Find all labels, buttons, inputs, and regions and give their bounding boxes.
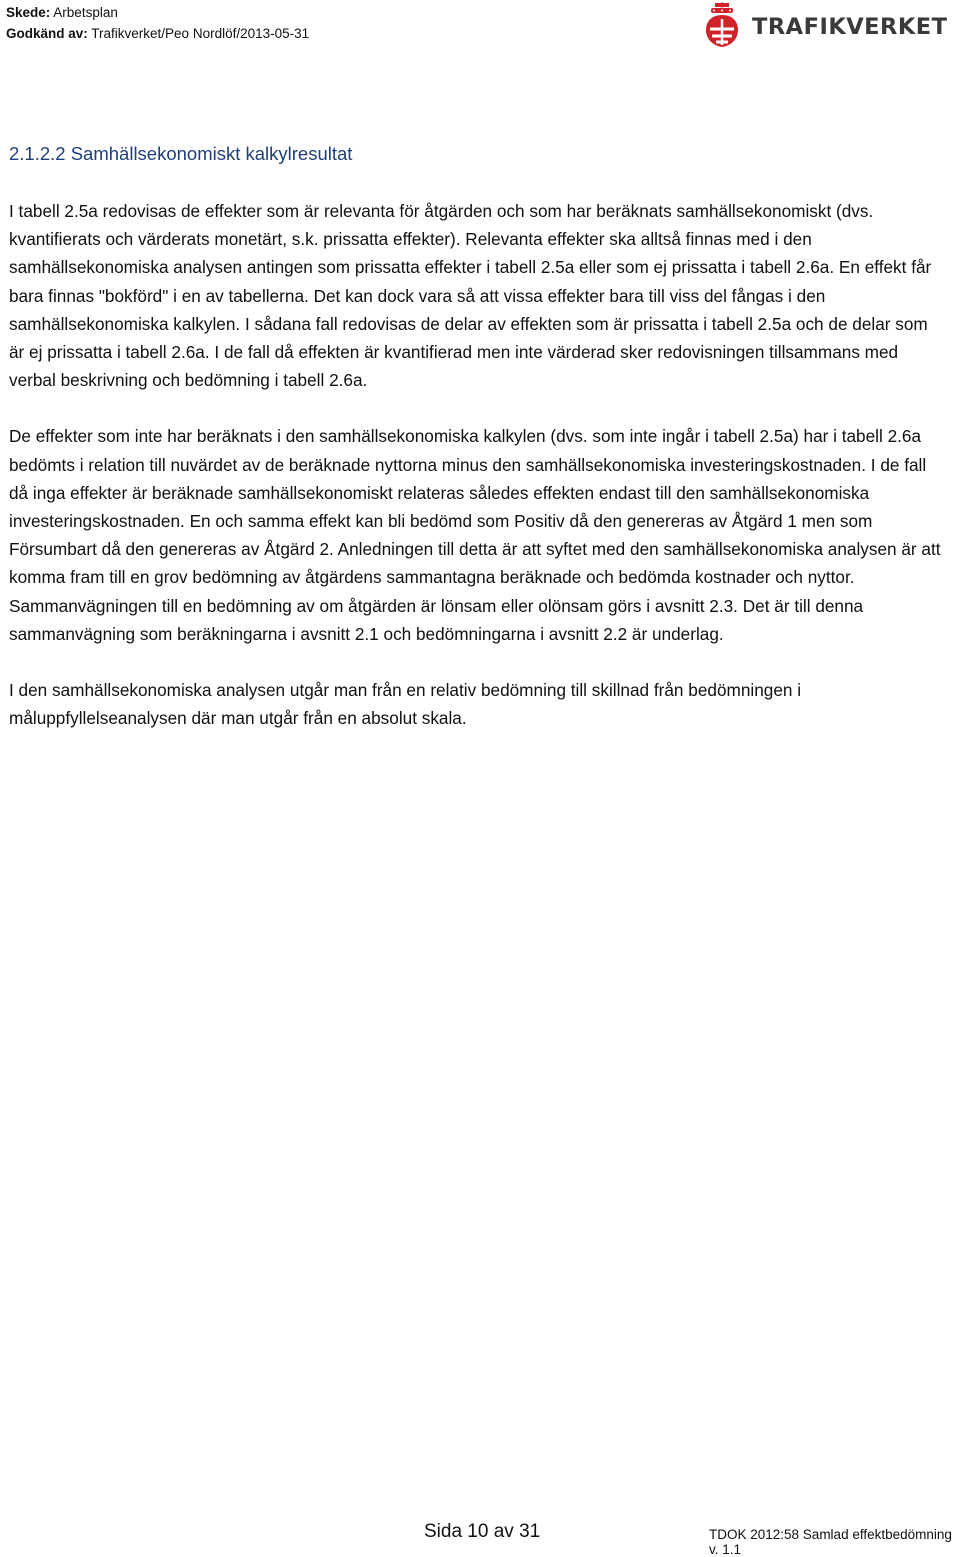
phase-row: [6, 2, 309, 23]
logo-wordmark: TRAFIKVERKET: [752, 14, 948, 40]
page-number: Sida 10 av 31: [424, 1521, 541, 1542]
paragraph: I tabell 2.5a redovisas de effekter som är relevanta för åtgärden och som har beräknats samhällsekonomiskt (dvs. kvantifierats och värderats monetärt, s.k. prissatta effekter). Relevanta effekter ska alltså finnas med i den samhällsekonomiska analysen antingen som prissatta effekter i tabell 2.5a eller som ej prissatta i tabell 2.6a. En effekt får bara finnas "bokförd" i en av tabellerna. Det kan dock vara så att vissa effekter bara till viss del fångas i den samhällsekonomiska kalkylen. I sådana fall redovisas de delar av effekten som är prissatta i tabell 2.5a och de delar som är ej prissatta i tabell 2.6a. I de fall då effekten är kvantifierad men inte värderad sker redovisningen tillsammans med verbal beskrivning och bedömning i tabell 2.6a.: [9, 201, 932, 391]
crown-emblem-icon: [700, 2, 744, 48]
paragraph: I den samhällsekonomiska analysen utgår man från en relativ bedömning till skillnad från bedömningen i måluppfyllelseanalysen där man utgår från en absolut skala.: [9, 680, 802, 729]
trafikverket-logo: [696, 2, 958, 52]
approved-value: Trafikverket/Peo Nordlöf/2013-05-31: [91, 26, 310, 41]
section-body: [9, 197, 944, 759]
phase-label: Skede:: [6, 5, 51, 20]
approved-row: [6, 23, 309, 44]
document-meta: [6, 2, 309, 44]
document-id: TDOK 2012:58 Samlad effektbedömning v. 1.1: [709, 1527, 952, 1557]
paragraph: De effekter som inte har beräknats i den samhällsekonomiska kalkylen (dvs. som inte ingår i tabell 2.5a) har i tabell 2.6a bedömts i relation till nuvärdet av de beräknade nyttorna minus den samhällsekonomiska investeringskostnaden. I de fall då inga effekter är beräknade samhällsekonomiskt relateras således effekten endast till den samhällsekonomiska investeringskostnaden. En och samma effekt kan bli bedömd som Positiv då den genereras av Åtgärd 1 men som Försumbart då den genereras av Åtgärd 2. Anledningen till detta är att syftet med den samhällsekonomiska analysen är att komma fram till en grov bedömning av åtgärdens sammantagna beräknade och bedömda kostnader och nyttor. Sammanvägningen till en bedömning av om åtgärden är lönsam eller olönsam görs i avsnitt 2.3. Det är till denna sammanvägning som beräkningarna i avsnitt 2.1 och bedömningarna i avsnitt 2.2 är underlag.: [9, 426, 941, 644]
section-heading: 2.1.2.2 Samhällsekonomiskt kalkylresultat: [9, 143, 353, 164]
phase-value: Arbetsplan: [53, 5, 118, 20]
approved-label: Godkänd av:: [6, 26, 88, 41]
